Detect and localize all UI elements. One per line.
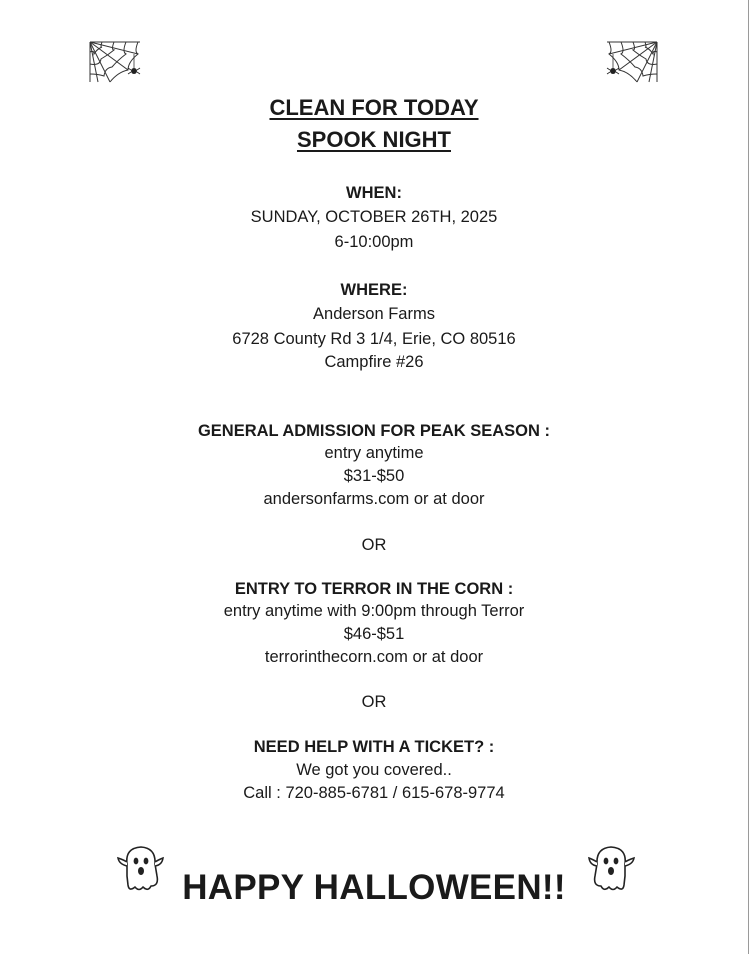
general-admission-entry: entry anytime — [324, 444, 424, 462]
event-date: SUNDAY, OCTOBER 26TH, 2025 — [250, 208, 498, 226]
happy-halloween-text: HAPPY HALLOWEEN!! — [182, 868, 566, 907]
help-heading: NEED HELP WITH A TICKET? : — [253, 738, 495, 756]
when-heading: WHEN: — [346, 184, 402, 202]
help-phone: Call : 720-885-6781 / 615-678-9774 — [243, 784, 505, 802]
terror-heading: ENTRY TO TERROR IN THE CORN : — [234, 580, 514, 598]
terror-entry: entry anytime with 9:00pm through Terror — [223, 602, 525, 620]
general-admission-heading: GENERAL ADMISSION FOR PEAK SEASON : — [197, 422, 551, 440]
spiderweb-icon — [605, 40, 659, 84]
terror-purchase: terrorinthecorn.com or at door — [264, 648, 484, 666]
terror-price: $46-$51 — [343, 625, 405, 643]
spiderweb-icon — [88, 40, 142, 84]
event-time: 6-10:00pm — [334, 233, 414, 251]
flyer-title-line2: SPOOK NIGHT — [296, 127, 451, 152]
or-separator: OR — [361, 536, 387, 554]
general-admission-price: $31-$50 — [343, 467, 405, 485]
help-text: We got you covered.. — [296, 761, 452, 779]
venue-name: Anderson Farms — [313, 305, 435, 323]
or-separator: OR — [361, 693, 387, 711]
where-heading: WHERE: — [340, 281, 408, 299]
general-admission-purchase: andersonfarms.com or at door — [263, 490, 485, 508]
flyer-title-line1: CLEAN FOR TODAY — [269, 95, 479, 120]
campfire-spot: Campfire #26 — [324, 353, 424, 371]
venue-address: 6728 County Rd 3 1/4, Erie, CO 80516 — [232, 330, 516, 348]
